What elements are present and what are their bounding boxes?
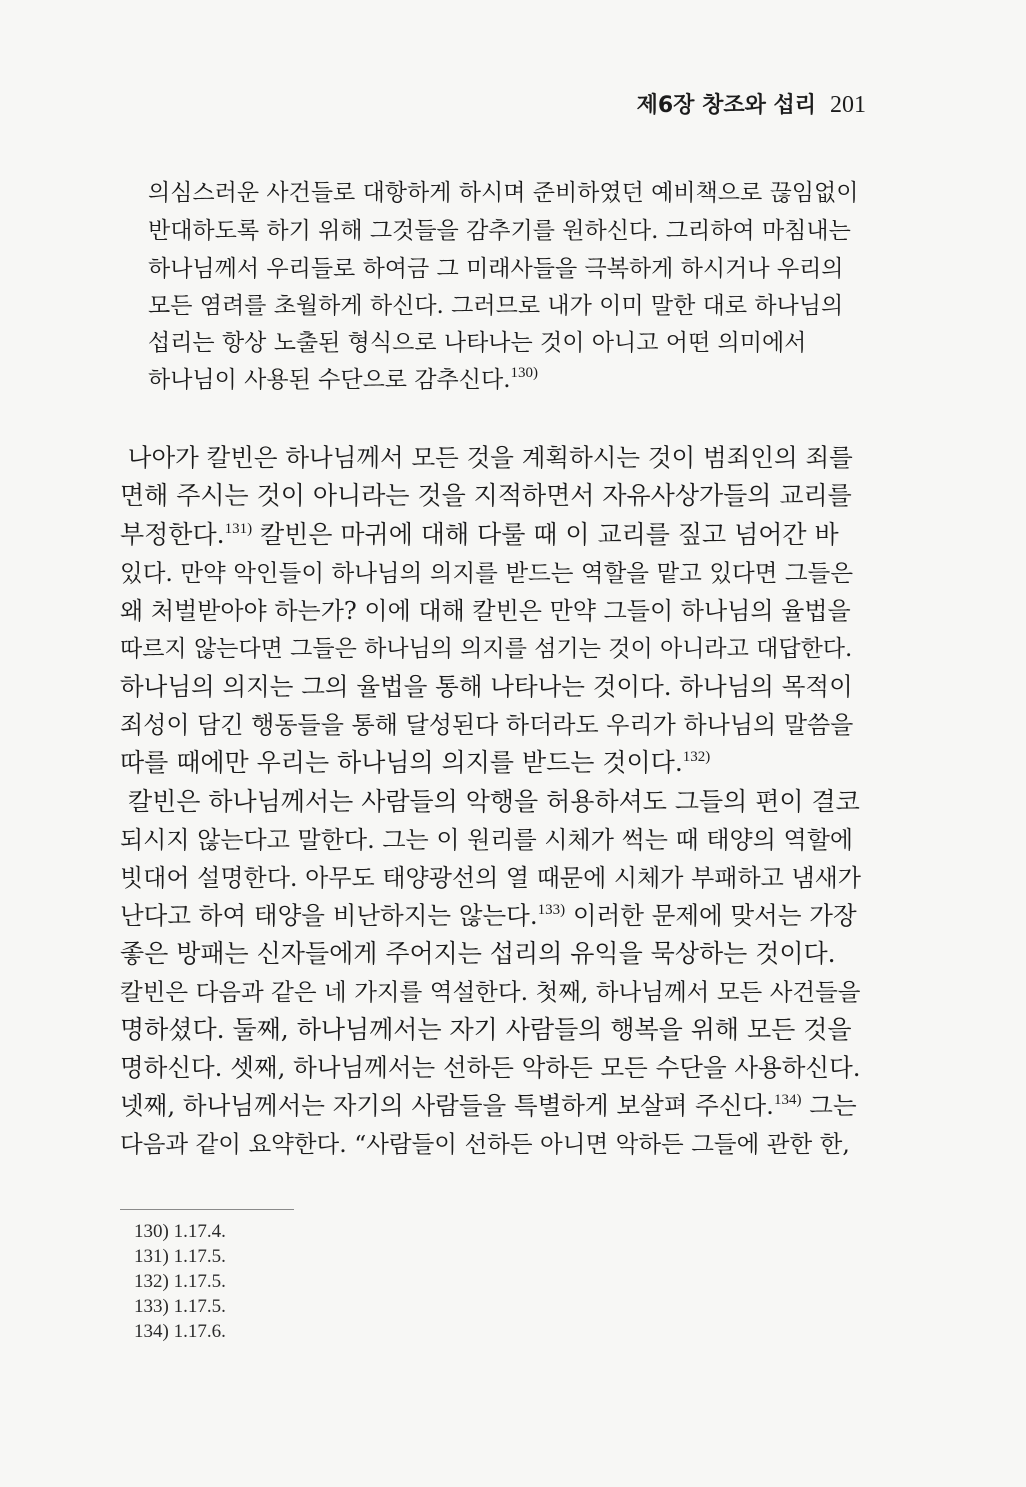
quote-line: 의심스러운 사건들로 대항하게 하시며 준비하였던 예비책으로 끊임없이 [148,180,859,206]
body-line-text: 되시지 않는다고 말한다. 그는 이 원리를 시체가 썩는 때 태양의 역할에 [120,826,854,854]
body-line [120,901,857,931]
page-number: 201 [830,92,866,118]
footnote-ref-131: 131) [224,521,253,537]
body-line-text: 죄성이 담긴 행동들을 통해 달성된다 하더라도 우리가 하나님의 말씀을 [120,711,854,739]
body-line-text: 난다고 하여 태양을 비난하지는 않는다. [120,901,538,930]
footnote: 132) 1.17.5. [134,1271,226,1292]
body-line-text: 명하셨다. 둘째, 하나님께서는 자기 사람들의 행복을 위해 모든 것을 [120,1015,852,1044]
body-line [120,443,853,473]
body-line-text: 넷째, 하나님께서는 자기의 사람들을 특별하게 보살펴 주신다. [120,1091,774,1120]
body-line [120,748,710,778]
body-line-text: 있다. 만약 악인들이 하나님의 의지를 받드는 역할을 맡고 있다면 그들은 [120,559,854,587]
footnote: 134) 1.17.6. [134,1321,226,1342]
body-line-text: 칼빈은 마귀에 대해 다룰 때 이 교리를 짚고 넘어간 바 [252,520,839,549]
footnote-ref-132: 132) [682,749,711,765]
running-head [637,88,866,119]
body-line [120,939,836,969]
body-line-text: 그는 [801,1091,857,1120]
footnote-ref-134: 134) [773,1092,802,1108]
body-line-text: 나아가 칼빈은 하나님께서 모든 것을 계획하시는 것이 범죄인의 죄를 [127,443,853,472]
chapter-title: 제6장 창조와 섭리 [636,93,816,118]
body-line [120,825,853,855]
body-line [120,672,853,702]
body-line [120,596,851,626]
body-line-text: 빗대어 설명한다. 아무도 태양광선의 열 때문에 시체가 부패하고 냄새가 [120,864,861,892]
quote-line [148,365,828,395]
body-line-text: 따르지 않는다면 그들은 하나님의 의지를 섬기는 것이 아니라고 대답한다. [120,636,853,662]
body-line [120,481,852,511]
body-line [120,1015,852,1045]
body-line-text: 부정한다. [120,520,225,549]
body-line [120,863,861,893]
quote-line: 모든 염려를 초월하게 하신다. 그러므로 내가 이미 말한 대로 하나님의 [148,293,844,319]
body-line [120,710,853,740]
footnote: 131) 1.17.5. [134,1246,226,1267]
body-line-text: 명하신다. 셋째, 하나님께서는 선하든 악하든 모든 수단을 사용하신다. [120,1053,861,1082]
body-line [120,1053,861,1083]
body-line [120,787,860,817]
body-line-text: 칼빈은 하나님께서는 사람들의 악행을 허용하셔도 그들의 편이 결코 [127,787,860,816]
footnote: 133) 1.17.5. [134,1296,226,1317]
body-line-text: 하나님의 의지는 그의 율법을 통해 나타나는 것이다. 하나님의 목적이 [120,672,853,701]
body-line-text: 칼빈은 다음과 같은 네 가지를 역설한다. 첫째, 하나님께서 모든 사건들을 [120,978,861,1006]
footnote: 130) 1.17.4. [134,1221,226,1242]
footnote-ref-133: 133) [537,902,566,918]
body-line-text: 왜 처벌받아야 하는가? 이에 대해 칼빈은 만약 그들이 하나님의 율법을 [120,597,851,625]
body-line [120,558,853,588]
footnote-divider [120,1209,294,1210]
body-line [120,977,861,1007]
body-line-text: 면해 주시는 것이 아니라는 것을 지적하면서 자유사상가들의 교리를 [120,481,852,510]
quote-line: 하나님께서 우리들로 하여금 그 미래사들을 극복하게 하시거나 우리의 [148,256,844,282]
body-line-text: 다음과 같이 요약한다. “사람들이 선하든 아니면 악하든 그들에 관한 한, [120,1130,850,1158]
body-line [120,634,852,664]
footnote-ref-130: 130) [510,365,539,381]
quote-line: 섭리는 항상 노출된 형식으로 나타나는 것이 아니고 어떤 의미에서 [148,330,807,356]
quote-line: 반대하도록 하기 위해 그것들을 감추기를 원하신다. 그리하여 마침내는 [148,218,851,244]
body-line-text: 따를 때에만 우리는 하나님의 의지를 받드는 것이다. [120,748,683,777]
body-line [120,520,839,550]
body-line [120,1129,850,1159]
body-line [120,1091,857,1121]
body-line-text: 이러한 문제에 맞서는 가장 [565,901,857,930]
body-line-text: 좋은 방패는 신자들에게 주어지는 섭리의 유익을 묵상하는 것이다. [120,939,836,968]
quote-text: 하나님이 사용된 수단으로 감추신다. [148,367,511,393]
